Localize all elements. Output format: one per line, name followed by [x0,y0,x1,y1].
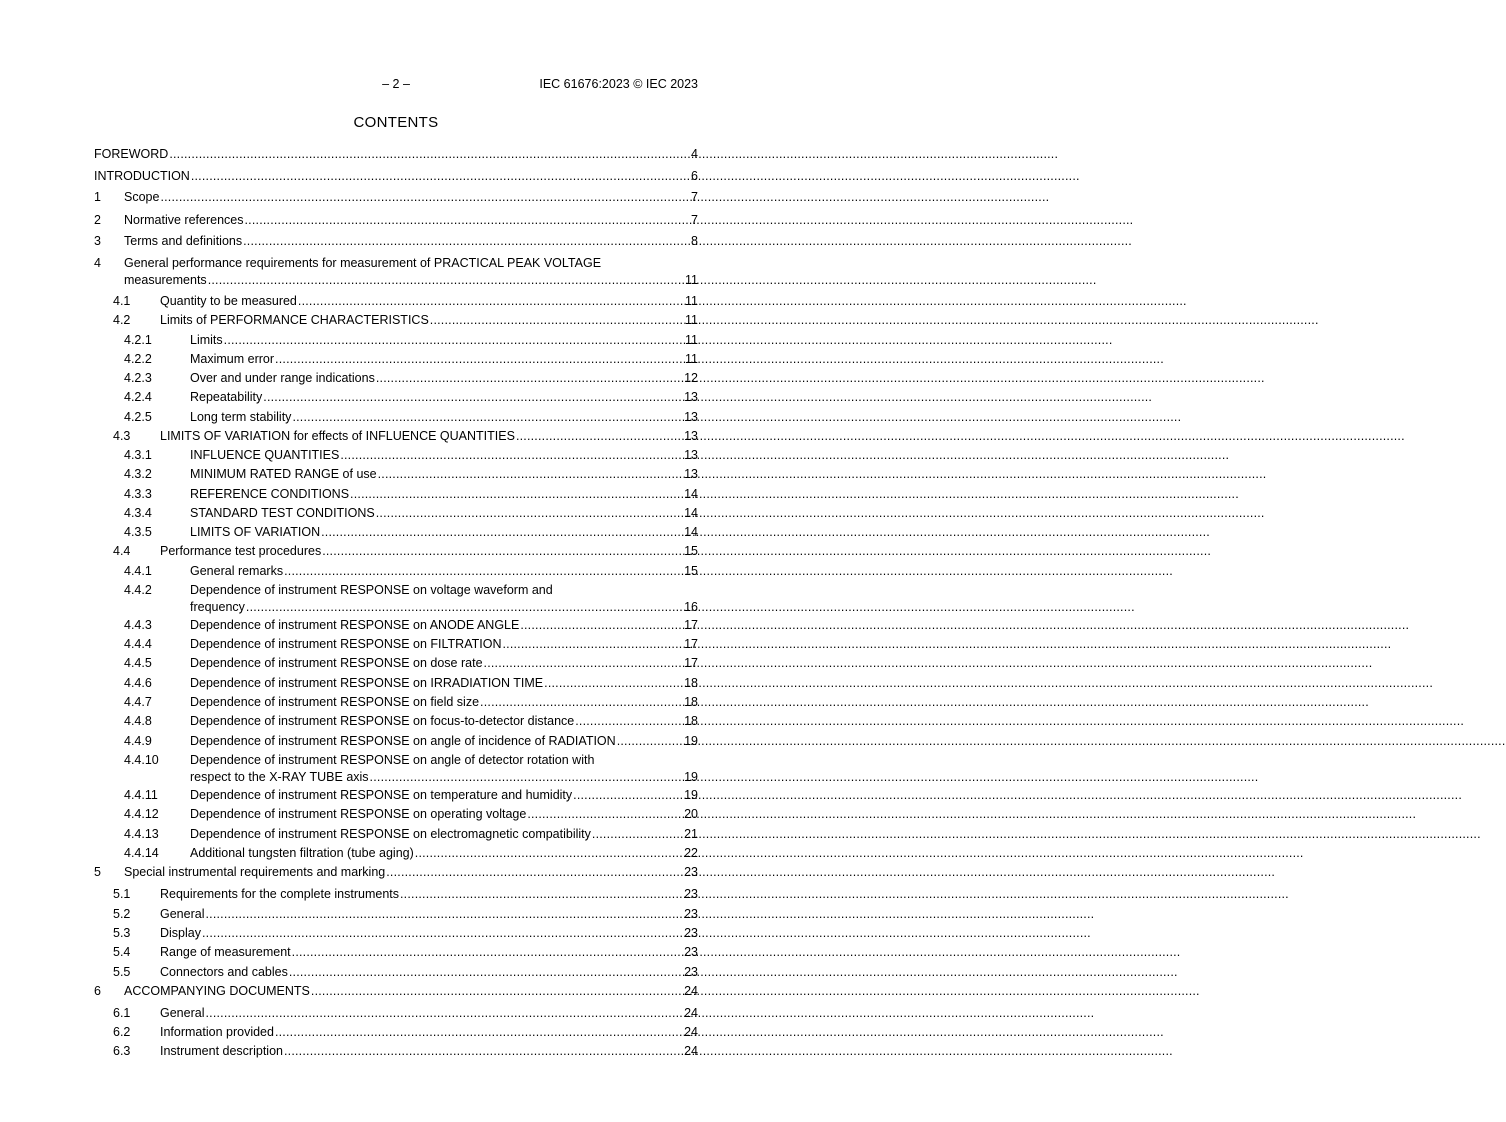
toc-entry-page: 7 [691,190,698,204]
dot-leader [376,505,683,521]
toc-entry-number: 4.4.6 [124,676,152,690]
toc-entry-page: 24 [684,1006,698,1020]
toc-entry-title: Over and under range indications [190,371,375,385]
toc-entry-title: respect to the X-RAY TUBE axis [190,770,369,784]
toc-entry-page: 8 [691,234,698,248]
dot-leader [544,675,683,691]
toc-entry-title: Dependence of instrument RESPONSE on FILTRATION [190,637,502,651]
toc-entry-title: Dependence of instrument RESPONSE on angle of incidence of RADIATION [190,734,616,748]
page-header [94,77,698,93]
toc-entry[interactable] [94,582,698,616]
toc-entry-number: 4.2.2 [124,352,152,366]
toc-entry-title: MINIMUM RATED RANGE of use [190,467,377,481]
toc-entry-title: Special instrumental requirements and marking [124,865,386,879]
toc-entry-number: 5.4 [113,945,131,959]
toc-entry-number: 4.4.9 [124,734,152,748]
toc-entry-page: 17 [684,618,698,632]
toc-entry[interactable] [94,332,698,348]
dot-leader [292,944,683,960]
dot-leader [191,168,690,184]
toc-entry[interactable] [94,255,698,289]
toc-entry[interactable] [94,1043,698,1059]
dot-leader [205,906,683,922]
toc-entry-page: 16 [684,600,698,614]
toc-entry[interactable] [94,428,698,444]
toc-entry-title: General [160,1006,205,1020]
dot-leader [520,617,683,633]
toc-entry-page: 13 [684,390,698,404]
toc-entry[interactable] [94,675,698,691]
dot-leader [284,1043,683,1059]
toc-entry-page: 13 [684,467,698,481]
dot-leader [350,486,683,502]
toc-entry-title: Scope [124,190,160,204]
toc-entry-number: 4.4.13 [124,827,159,841]
toc-entry-title: General [160,907,205,921]
toc-entry[interactable] [94,1024,698,1040]
dot-leader [484,655,684,671]
toc-entry-page: 4 [691,147,698,161]
dot-leader [573,787,683,803]
toc-entry[interactable] [94,524,698,540]
dot-leader [617,733,683,749]
toc-entry[interactable] [94,806,698,822]
toc-entry[interactable] [94,233,698,249]
toc-entry-title: REFERENCE CONDITIONS [190,487,350,501]
toc-entry-title: INTRODUCTION [94,169,190,183]
toc-entry-number: 4.2.4 [124,390,152,404]
toc-entry-number: 4.2 [113,313,131,327]
toc-entry-page: 23 [684,945,698,959]
toc-entry-number: 4.4.2 [124,583,152,597]
dot-leader [322,543,683,559]
toc-entry[interactable] [94,370,698,386]
toc-entry[interactable] [94,964,698,980]
toc-entry-page: 14 [684,525,698,539]
dot-leader [169,146,690,162]
toc-entry-page: 23 [684,926,698,940]
toc-entry-page: 19 [684,734,698,748]
toc-entry-title: Dependence of instrument RESPONSE on ANODE ANGLE [190,618,520,632]
toc-entry-number: 4.2.5 [124,410,152,424]
toc-entry[interactable] [94,845,698,861]
toc-entry-page: 11 [685,352,698,366]
toc-entry-title: Connectors and cables [160,965,288,979]
toc-entry-title: measurements [124,273,207,287]
dot-leader [298,293,684,309]
toc-entry-number: 4.4 [113,544,131,558]
toc-entry-number: 3 [94,234,101,248]
dot-leader [527,806,683,822]
toc-entry[interactable] [94,351,698,367]
toc-entry[interactable] [94,505,698,521]
toc-entry-number: 4.4.11 [124,788,158,802]
toc-entry-title: Normative references [124,213,244,227]
toc-entry-number: 4.4.4 [124,637,152,651]
toc-entry-page: 18 [684,714,698,728]
toc-entry[interactable] [94,617,698,633]
toc-entry-page: 11 [685,273,698,287]
toc-entry[interactable] [94,212,698,228]
toc-entry-page: 23 [684,965,698,979]
toc-entry-title: Dependence of instrument RESPONSE on IRRADIATION TIME [190,676,544,690]
toc-entry-number: 4.4.14 [124,846,159,860]
toc-entry[interactable] [94,312,698,328]
dot-leader [516,428,683,444]
toc-entry-title: Display [160,926,201,940]
dot-leader [246,599,683,615]
toc-entry-page: 12 [684,371,698,385]
toc-entry-page: 19 [684,770,698,784]
toc-entry[interactable] [94,146,698,162]
toc-entry-title: Instrument description [160,1044,283,1058]
toc-entry[interactable] [94,864,698,880]
contents-title: CONTENTS [353,114,439,131]
toc-entry-title: Dependence of instrument RESPONSE on focus-to-detector distance [190,714,575,728]
toc-entry-title: Requirements for the complete instruments [160,887,399,901]
dot-leader [245,212,691,228]
toc-entry-number: 2 [94,213,101,227]
toc-entry[interactable] [94,486,698,502]
toc-entry-page: 18 [684,676,698,690]
toc-entry[interactable] [94,787,698,803]
toc-entry-page: 24 [684,1044,698,1058]
toc-entry[interactable] [94,447,698,463]
dot-leader [400,886,683,902]
toc-entry-number: 6.2 [113,1025,131,1039]
dot-leader [208,272,684,288]
toc-entry-title: Maximum error [190,352,275,366]
dot-leader [592,826,683,842]
toc-entry[interactable] [94,886,698,902]
toc-entry-title: Limits [190,333,223,347]
toc-entry-page: 20 [684,807,698,821]
toc-entry-number: 4.4.3 [124,618,152,632]
toc-entry[interactable] [94,983,698,999]
toc-entry-title: Performance test procedures [160,544,322,558]
toc-entry-number: 5.3 [113,926,131,940]
toc-entry-number: 4.4.12 [124,807,159,821]
toc-entry-page: 17 [684,656,698,670]
dot-leader [376,370,683,386]
toc-entry-number: 4.4.8 [124,714,152,728]
dot-leader [502,636,683,652]
toc-entry-title-line1: Dependence of instrument RESPONSE on voltage waveform and [190,583,553,597]
dot-leader [205,1005,683,1021]
dot-leader [284,563,683,579]
dot-leader [340,447,683,463]
toc-entry-title: INFLUENCE QUANTITIES [190,448,340,462]
toc-entry-page: 11 [685,313,698,327]
toc-entry-page: 19 [684,788,698,802]
toc-entry-number: 4.4.5 [124,656,152,670]
toc-entry[interactable] [94,409,698,425]
toc-entry[interactable] [94,466,698,482]
dot-leader [202,925,683,941]
toc-entry-number: 5.2 [113,907,131,921]
toc-entry[interactable] [94,694,698,710]
toc-entry-title: Dependence of instrument RESPONSE on electromagnetic compatibility [190,827,591,841]
toc-entry[interactable] [94,189,698,205]
toc-entry[interactable] [94,925,698,941]
toc-entry-page: 21 [684,827,698,841]
toc-entry-number: 4.3.2 [124,467,152,481]
toc-entry-number: 4.1 [113,294,131,308]
toc-entry-number: 4.3.3 [124,487,152,501]
dot-leader [321,524,683,540]
toc-entry-title: STANDARD TEST CONDITIONS [190,506,375,520]
toc-entry-number: 6.3 [113,1044,131,1058]
toc-entry-number: 1 [94,190,101,204]
toc-entry-title: Repeatability [190,390,263,404]
page-number: – 2 – [382,77,410,91]
toc-entry-page: 11 [685,333,698,347]
dot-leader [378,466,683,482]
toc-entry-title: Dependence of instrument RESPONSE on operating voltage [190,807,527,821]
toc-entry-page: 22 [684,846,698,860]
toc-entry-page: 17 [684,637,698,651]
toc-entry-page: 24 [684,1025,698,1039]
toc-entry[interactable] [94,906,698,922]
toc-entry[interactable] [94,713,698,729]
toc-entry-page: 23 [684,907,698,921]
toc-entry[interactable] [94,733,698,749]
toc-entry[interactable] [94,944,698,960]
toc-entry-number: 4 [94,256,101,270]
toc-entry[interactable] [94,563,698,579]
toc-entry-page: 15 [684,564,698,578]
toc-entry-page: 7 [691,213,698,227]
dot-leader [370,769,684,785]
dot-leader [275,1024,683,1040]
dot-leader [311,983,683,999]
toc-entry-page: 6 [691,169,698,183]
toc-entry-page: 23 [684,865,698,879]
toc-entry-title: ACCOMPANYING DOCUMENTS [124,984,310,998]
dot-leader [160,189,690,205]
toc-entry[interactable] [94,1005,698,1021]
toc-entry-number: 4.3.4 [124,506,152,520]
toc-entry-title: LIMITS OF VARIATION for effects of INFLUENCE QUANTITIES [160,429,515,443]
toc-entry-title: Dependence of instrument RESPONSE on temperature and humidity [190,788,573,802]
toc-entry-page: 13 [684,448,698,462]
toc-entry-title: Terms and definitions [124,234,243,248]
toc-entry[interactable] [94,655,698,671]
toc-entry-page: 14 [684,506,698,520]
toc-entry-title: Additional tungsten filtration (tube aging) [190,846,414,860]
toc-entry-number: 4.4.10 [124,753,159,767]
toc-entry-title: General remarks [190,564,284,578]
toc-entry-number: 4.3 [113,429,131,443]
toc-entry-title: Quantity to be measured [160,294,297,308]
toc-entry-number: 6.1 [113,1006,131,1020]
toc-entry-number: 4.2.1 [124,333,152,347]
toc-entry[interactable] [94,168,698,184]
toc-entry-number: 4.2.3 [124,371,152,385]
toc-entry[interactable] [94,293,698,309]
toc-entry-title-line1: Dependence of instrument RESPONSE on angle of detector rotation with [190,753,595,767]
toc-entry-page: 15 [684,544,698,558]
dot-leader [243,233,690,249]
toc-entry-title: Limits of PERFORMANCE CHARACTERISTICS [160,313,429,327]
toc-entry-number: 5 [94,865,101,879]
toc-entry-page: 13 [684,429,698,443]
toc-entry[interactable] [94,826,698,842]
toc-entry-number: 6 [94,984,101,998]
toc-entry-number: 4.3.1 [124,448,152,462]
toc-entry-title: Long term stability [190,410,292,424]
toc-entry-page: 24 [684,984,698,998]
toc-entry-title: Dependence of instrument RESPONSE on field size [190,695,480,709]
toc-entry-title: FOREWORD [94,147,169,161]
toc-entry-page: 14 [684,487,698,501]
toc-entry[interactable] [94,389,698,405]
toc-entry-page: 18 [684,695,698,709]
dot-leader [292,409,683,425]
toc-entry-title-line1: General performance requirements for measurement of PRACTICAL PEAK VOLTAGE [124,256,602,270]
dot-leader [386,864,683,880]
dot-leader [415,845,683,861]
toc-entry-number: 5.1 [113,887,131,901]
dot-leader [575,713,683,729]
toc-entry[interactable] [94,636,698,652]
toc-entry-number: 4.4.1 [124,564,152,578]
toc-entry-title: frequency [190,600,245,614]
toc-entry-page: 13 [684,410,698,424]
toc-entry-number: 4.4.7 [124,695,152,709]
standard-reference: IEC 61676:2023 © IEC 2023 [539,77,698,91]
toc-entry-title: Dependence of instrument RESPONSE on dose rate [190,656,483,670]
dot-leader [224,332,684,348]
toc-entry-page: 23 [684,887,698,901]
dot-leader [289,964,683,980]
toc-entry-number: 5.5 [113,965,131,979]
toc-entry-title: Range of measurement [160,945,291,959]
dot-leader [263,389,683,405]
dot-leader [430,312,684,328]
dot-leader [275,351,684,367]
dot-leader [480,694,683,710]
toc-entry-number: 4.3.5 [124,525,152,539]
toc-entry[interactable] [94,543,698,559]
toc-entry-page: 11 [685,294,698,308]
toc-entry-title: LIMITS OF VARIATION [190,525,321,539]
toc-entry-title: Information provided [160,1025,274,1039]
toc-entry[interactable] [94,752,698,786]
